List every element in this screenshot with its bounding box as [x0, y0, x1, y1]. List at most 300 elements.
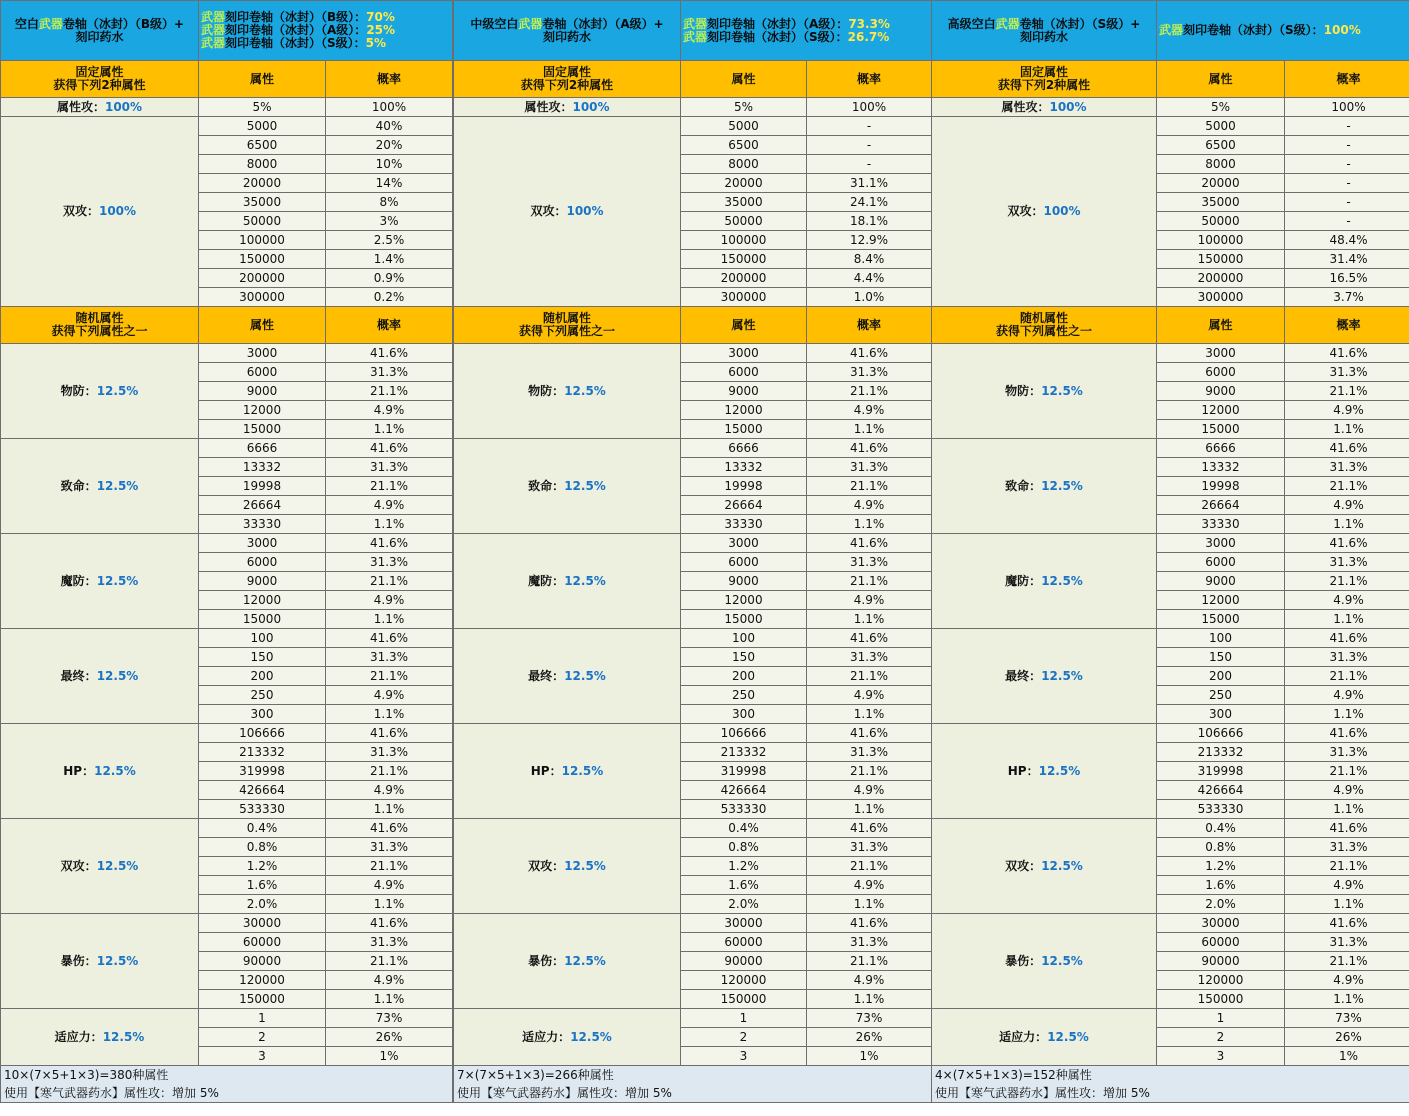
attr-prob: 41.6% — [326, 724, 453, 743]
fixed-section-label — [1, 61, 199, 98]
attr-value: 300000 — [1157, 288, 1285, 307]
attr-prob: 100% — [326, 98, 453, 117]
attr-name: 魔防： — [528, 573, 565, 588]
attr-name: 致命： — [1005, 478, 1042, 493]
attr-prob: 1.1% — [326, 610, 453, 629]
attr-value: 5% — [681, 98, 807, 117]
attr-value: 1.6% — [199, 876, 326, 895]
attr-value: 15000 — [681, 610, 807, 629]
footer-note — [454, 1066, 932, 1103]
potion-label: 刻印药水 — [1019, 29, 1068, 44]
attr-value: 3000 — [199, 344, 326, 363]
attr-prob: 73% — [807, 1009, 932, 1028]
attr-value: 35000 — [199, 193, 326, 212]
attr-prob: 4.9% — [1285, 781, 1409, 800]
attr-pct: 12.5% — [570, 1029, 612, 1044]
attr-prob: 31.3% — [326, 363, 453, 382]
attr-prob: 1.1% — [1285, 515, 1409, 534]
section-subtitle: 获得下列属性之一 — [518, 324, 615, 338]
attr-name: 物防： — [60, 383, 97, 398]
column-header-attr: 属性 — [681, 307, 807, 344]
attr-prob: 31.3% — [1285, 743, 1409, 762]
attr-prob: 10% — [326, 155, 453, 174]
attr-value: 3000 — [199, 534, 326, 553]
attr-prob: 31.3% — [326, 743, 453, 762]
attr-value: 150000 — [681, 250, 807, 269]
attr-label — [932, 629, 1157, 724]
attr-value: 0.8% — [681, 838, 807, 857]
attr-value: 50000 — [681, 212, 807, 231]
attr-prob: 41.6% — [326, 914, 453, 933]
section-title: 随机属性 — [75, 311, 124, 325]
attr-label — [454, 117, 681, 307]
attr-prob: 1.1% — [1285, 610, 1409, 629]
attr-pct: 12.5% — [564, 383, 606, 398]
attr-prob: 4.9% — [807, 401, 932, 420]
attr-prob: 31.3% — [807, 458, 932, 477]
attr-name: 双攻： — [530, 204, 567, 218]
random-section-label — [454, 307, 681, 344]
result-line — [199, 37, 452, 50]
attr-prob: 1.1% — [1285, 420, 1409, 439]
attr-prob: 41.6% — [326, 344, 453, 363]
attr-label — [932, 117, 1157, 307]
attr-prob: 41.6% — [1285, 914, 1409, 933]
result-pct: 70% — [366, 10, 395, 24]
attr-value: 26664 — [199, 496, 326, 515]
attr-label — [1, 439, 199, 534]
attr-prob: 21.1% — [326, 382, 453, 401]
attr-prob: 41.6% — [807, 534, 932, 553]
table-row — [1, 534, 453, 553]
attr-prob: 4.9% — [807, 686, 932, 705]
attr-value: 6666 — [199, 439, 326, 458]
attr-label — [1, 344, 199, 439]
attr-label — [932, 914, 1157, 1009]
attr-value: 2 — [1157, 1028, 1285, 1047]
table-row — [932, 724, 1409, 743]
attr-prob: 41.6% — [326, 534, 453, 553]
result-line — [681, 31, 931, 44]
attr-value: 1.2% — [1157, 857, 1285, 876]
attr-prob: 0.9% — [326, 269, 453, 288]
footer-note — [1, 1066, 453, 1103]
attr-pct: 100% — [1043, 204, 1081, 218]
attr-value: 100000 — [1157, 231, 1285, 250]
attr-value: 19998 — [199, 477, 326, 496]
attr-prob: - — [807, 136, 932, 155]
attr-prob: 4.9% — [807, 876, 932, 895]
attr-prob: 41.6% — [326, 439, 453, 458]
table-row — [932, 534, 1409, 553]
attr-pct: 12.5% — [564, 668, 606, 683]
attr-value: 5000 — [681, 117, 807, 136]
attr-value: 6500 — [1157, 136, 1285, 155]
attr-value: 13332 — [681, 458, 807, 477]
table-row — [454, 819, 932, 838]
attr-prob: 31.3% — [807, 743, 932, 762]
attr-value: 9000 — [681, 572, 807, 591]
attr-prob: 41.6% — [807, 344, 932, 363]
attr-prob: 41.6% — [807, 914, 932, 933]
attr-prob: 31.3% — [807, 363, 932, 382]
attr-name: 最终： — [60, 668, 97, 683]
attr-value: 12000 — [1157, 401, 1285, 420]
attr-prob: 1.1% — [326, 515, 453, 534]
attr-prob: 21.1% — [1285, 952, 1409, 971]
attr-value: 9000 — [1157, 572, 1285, 591]
attr-value: 2 — [681, 1028, 807, 1047]
attr-value: 150000 — [199, 990, 326, 1009]
attr-value: 6500 — [681, 136, 807, 155]
formula-text: 10×(7×5+1×3)=380种属性 — [4, 1068, 169, 1082]
attr-pct: 12.5% — [1047, 1029, 1089, 1044]
attr-value: 6000 — [199, 363, 326, 382]
attr-pct: 12.5% — [564, 573, 606, 588]
attr-prob: 1.1% — [807, 800, 932, 819]
table-row — [454, 724, 932, 743]
attr-value: 1 — [1157, 1009, 1285, 1028]
weapon-tag: 武器 — [38, 16, 63, 31]
attr-label — [1, 629, 199, 724]
table-row — [932, 914, 1409, 933]
attr-value: 20000 — [1157, 174, 1285, 193]
attr-value: 533330 — [199, 800, 326, 819]
attr-value: 100000 — [199, 231, 326, 250]
weapon-tag: 武器 — [683, 29, 708, 44]
attr-prob: 21.1% — [807, 952, 932, 971]
table-row — [454, 914, 932, 933]
attr-value: 2 — [199, 1028, 326, 1047]
attr-prob: 4.9% — [807, 591, 932, 610]
attr-value: 100 — [681, 629, 807, 648]
attr-value: 0.8% — [1157, 838, 1285, 857]
attr-prob: 31.3% — [807, 933, 932, 952]
attr-prob: 1% — [807, 1047, 932, 1066]
weapon-tag: 武器 — [201, 10, 226, 24]
table-row — [932, 439, 1409, 458]
attr-prob: 31.3% — [807, 838, 932, 857]
attr-name: 魔防： — [60, 573, 97, 588]
attr-value: 3 — [1157, 1047, 1285, 1066]
attr-label — [1, 724, 199, 819]
attr-prob: 4.9% — [326, 496, 453, 515]
attr-pct: 12.5% — [1041, 953, 1083, 968]
weapon-tag: 武器 — [995, 16, 1020, 31]
attr-value: 106666 — [681, 724, 807, 743]
table-row — [932, 1009, 1409, 1028]
attr-value: 150000 — [1157, 250, 1285, 269]
attr-value: 319998 — [681, 762, 807, 781]
attr-prob: 100% — [1285, 98, 1409, 117]
attr-prob: 21.1% — [807, 382, 932, 401]
result-text: 刻印卷轴（冰封）（A级）： — [225, 23, 367, 37]
attr-value: 9000 — [1157, 382, 1285, 401]
section-title: 固定属性 — [75, 65, 124, 79]
attr-label — [1, 1009, 199, 1066]
attr-prob: 21.1% — [326, 762, 453, 781]
attr-value: 1.6% — [681, 876, 807, 895]
attr-value: 15000 — [199, 420, 326, 439]
attr-prob: 21.1% — [807, 572, 932, 591]
attr-prob: 1.1% — [326, 420, 453, 439]
attr-value: 60000 — [199, 933, 326, 952]
attr-prob: 41.6% — [1285, 629, 1409, 648]
attr-prob: - — [1285, 155, 1409, 174]
attr-value: 300000 — [681, 288, 807, 307]
attr-prob: - — [1285, 174, 1409, 193]
attr-name: 最终： — [1005, 668, 1042, 683]
attr-value: 6000 — [199, 553, 326, 572]
attr-pct: 12.5% — [564, 858, 606, 873]
attr-prob: 1.1% — [326, 800, 453, 819]
attr-prob: - — [1285, 212, 1409, 231]
attr-pct: 100% — [1049, 99, 1087, 114]
attr-prob: 4.9% — [807, 496, 932, 515]
attr-prob: 8% — [326, 193, 453, 212]
attr-pct: 12.5% — [96, 858, 139, 873]
attr-label — [454, 914, 681, 1009]
result-text: 刻印卷轴（冰封）（S级）： — [1183, 23, 1324, 37]
column-header-attr: 属性 — [681, 61, 807, 98]
formula-text: 7×(7×5+1×3)=266种属性 — [457, 1068, 614, 1082]
attr-pct: 100% — [566, 204, 604, 218]
attr-prob: 31.3% — [807, 553, 932, 572]
attr-prob: 26% — [807, 1028, 932, 1047]
attr-prob: 41.6% — [1285, 534, 1409, 553]
attr-value: 13332 — [199, 458, 326, 477]
attr-name: 致命： — [60, 478, 97, 493]
attr-value: 300 — [681, 705, 807, 724]
attr-value: 3 — [681, 1047, 807, 1066]
table-row — [932, 344, 1409, 363]
attr-name: 双攻： — [60, 858, 97, 873]
result-pct: 100% — [1323, 23, 1361, 37]
scroll-prefix: 高级空白 — [947, 16, 996, 31]
section-subtitle: 获得下列属性之一 — [51, 324, 148, 338]
attr-pct: 12.5% — [94, 763, 136, 778]
attr-value: 15000 — [1157, 610, 1285, 629]
attr-prob: 73% — [326, 1009, 453, 1028]
attr-prob: 3% — [326, 212, 453, 231]
recipe-cell — [454, 1, 681, 61]
attr-prob: 24.1% — [807, 193, 932, 212]
table-row — [1, 724, 453, 743]
attr-value: 200000 — [199, 269, 326, 288]
attr-prob: 41.6% — [1285, 439, 1409, 458]
table-row — [1, 439, 453, 458]
result-text: 刻印卷轴（冰封）（S级）： — [707, 29, 848, 44]
attr-name: HP： — [1007, 763, 1039, 778]
attr-value: 0.4% — [1157, 819, 1285, 838]
attr-pct: 12.5% — [1041, 478, 1083, 493]
attr-name: 属性攻： — [1001, 99, 1050, 114]
attr-pct: 12.5% — [561, 763, 604, 778]
scroll-suffix: 卷轴（冰封）（S级）+ — [1019, 16, 1141, 31]
attr-value: 90000 — [1157, 952, 1285, 971]
attr-value: 100 — [199, 629, 326, 648]
attr-prob: 4.9% — [1285, 496, 1409, 515]
table-row — [1, 819, 453, 838]
attr-value: 3000 — [1157, 534, 1285, 553]
fixed-section-label — [932, 61, 1157, 98]
attr-pct: 100% — [98, 204, 137, 218]
attr-label — [454, 724, 681, 819]
attr-pct: 12.5% — [96, 953, 139, 968]
table-row — [932, 819, 1409, 838]
section-title: 随机属性 — [1019, 311, 1068, 325]
attr-value: 106666 — [1157, 724, 1285, 743]
attr-prob: - — [807, 155, 932, 174]
attr-prob: 4.9% — [1285, 971, 1409, 990]
attr-value: 5000 — [199, 117, 326, 136]
column-header-prob: 概率 — [807, 61, 932, 98]
attr-prob: 26% — [326, 1028, 453, 1047]
section-subtitle: 获得下列属性之一 — [995, 324, 1092, 338]
recipe-cell — [1, 1, 199, 61]
attr-value: 9000 — [199, 572, 326, 591]
table-row — [454, 629, 932, 648]
attr-value: 150000 — [1157, 990, 1285, 1009]
attr-prob: 4.9% — [1285, 876, 1409, 895]
attr-value: 60000 — [1157, 933, 1285, 952]
attr-prob: 16.5% — [1285, 269, 1409, 288]
attr-prob: 1.1% — [326, 895, 453, 914]
attr-name: 属性攻： — [524, 99, 573, 114]
result-pct: 25% — [366, 23, 396, 37]
section-title: 固定属性 — [542, 65, 591, 79]
attr-value: 250 — [681, 686, 807, 705]
scroll-suffix: 卷轴（冰封）（A级）+ — [542, 16, 664, 31]
attr-label — [1, 534, 199, 629]
attr-value: 533330 — [681, 800, 807, 819]
attr-prob: 1.1% — [1285, 800, 1409, 819]
attr-prob: 1.1% — [807, 705, 932, 724]
table-row — [454, 534, 932, 553]
attr-label — [932, 819, 1157, 914]
attr-value: 533330 — [1157, 800, 1285, 819]
result-pct: 73.3% — [848, 16, 890, 31]
attr-prob: 41.6% — [807, 724, 932, 743]
attr-prob: 41.6% — [326, 819, 453, 838]
attr-value: 12000 — [199, 591, 326, 610]
attr-prob: - — [1285, 136, 1409, 155]
attr-name: 最终： — [528, 668, 565, 683]
attr-value: 50000 — [1157, 212, 1285, 231]
attr-label — [1, 914, 199, 1009]
attr-value: 33330 — [199, 515, 326, 534]
usage-text: 使用【寒气武器药水】属性攻：增加 5% — [457, 1086, 672, 1100]
footer-note — [932, 1066, 1409, 1103]
attr-prob: 48.4% — [1285, 231, 1409, 250]
attr-prob: 1.1% — [326, 705, 453, 724]
attr-label — [454, 439, 681, 534]
column-header-prob: 概率 — [1285, 61, 1409, 98]
attr-name: 致命： — [528, 478, 565, 493]
attr-name: HP： — [530, 763, 562, 778]
result-pct: 26.7% — [847, 29, 890, 44]
attr-value: 426664 — [199, 781, 326, 800]
attr-value: 1.2% — [199, 857, 326, 876]
attr-prob: 21.1% — [326, 572, 453, 591]
attr-prob: 1.1% — [807, 990, 932, 1009]
scroll-suffix: 卷轴（冰封）（B级）+ — [62, 16, 185, 31]
attr-name: 双攻： — [1007, 204, 1044, 218]
result-text: 刻印卷轴（冰封）（S级）： — [225, 36, 366, 50]
attr-value: 33330 — [1157, 515, 1285, 534]
attr-value: 250 — [1157, 686, 1285, 705]
attr-value: 33330 — [681, 515, 807, 534]
table-row — [1, 629, 453, 648]
attr-value: 120000 — [681, 971, 807, 990]
attr-prob: 4.9% — [326, 591, 453, 610]
attr-prob: 31.3% — [326, 553, 453, 572]
attr-label — [454, 819, 681, 914]
table-row — [454, 344, 932, 363]
column-header-attr: 属性 — [199, 307, 326, 344]
attr-prob: 21.1% — [326, 477, 453, 496]
weapon-tag: 武器 — [201, 36, 226, 50]
fixed-section-label — [454, 61, 681, 98]
attr-prob: 41.6% — [1285, 344, 1409, 363]
attr-label — [454, 344, 681, 439]
attr-name: HP： — [63, 763, 95, 778]
attr-value: 30000 — [199, 914, 326, 933]
attr-value: 8000 — [1157, 155, 1285, 174]
attr-prob: 21.1% — [1285, 762, 1409, 781]
attr-prob: 21.1% — [807, 667, 932, 686]
attr-prob: 31.3% — [1285, 933, 1409, 952]
attr-value: 6000 — [1157, 363, 1285, 382]
attr-prob: - — [1285, 193, 1409, 212]
attr-prob: 41.6% — [807, 629, 932, 648]
attr-pct: 12.5% — [564, 478, 606, 493]
attr-pct: 100% — [572, 99, 610, 114]
attr-prob: 31.3% — [326, 648, 453, 667]
attr-value: 200 — [199, 667, 326, 686]
table-row — [1, 117, 453, 136]
attr-value: 200 — [681, 667, 807, 686]
attr-prob: 4.9% — [326, 781, 453, 800]
attr-prob: 41.6% — [1285, 724, 1409, 743]
attr-prob: 21.1% — [1285, 857, 1409, 876]
section-subtitle: 获得下列2种属性 — [997, 78, 1091, 92]
attr-value: 1.6% — [1157, 876, 1285, 895]
attr-value: 6666 — [1157, 439, 1285, 458]
attr-name: 属性攻： — [56, 99, 105, 114]
table-row — [454, 1009, 932, 1028]
attr-prob: 26% — [1285, 1028, 1409, 1047]
attr-value: 26664 — [1157, 496, 1285, 515]
attr-name: 暴伤： — [1005, 953, 1042, 968]
rate-table-1 — [0, 0, 453, 1103]
result-cell — [1157, 1, 1409, 61]
attr-value: 19998 — [681, 477, 807, 496]
attr-prob: 1.4% — [326, 250, 453, 269]
attr-value: 0.4% — [199, 819, 326, 838]
attr-name: 适应力： — [54, 1029, 103, 1044]
attr-value: 6000 — [1157, 553, 1285, 572]
attr-value: 30000 — [1157, 914, 1285, 933]
attr-value: 3000 — [1157, 344, 1285, 363]
table-row — [1, 344, 453, 363]
attr-pct: 12.5% — [96, 573, 139, 588]
table-row — [932, 629, 1409, 648]
attr-value: 13332 — [1157, 458, 1285, 477]
rate-table-2 — [453, 0, 932, 1103]
attr-prob: 4.9% — [326, 971, 453, 990]
attr-value: 8000 — [681, 155, 807, 174]
